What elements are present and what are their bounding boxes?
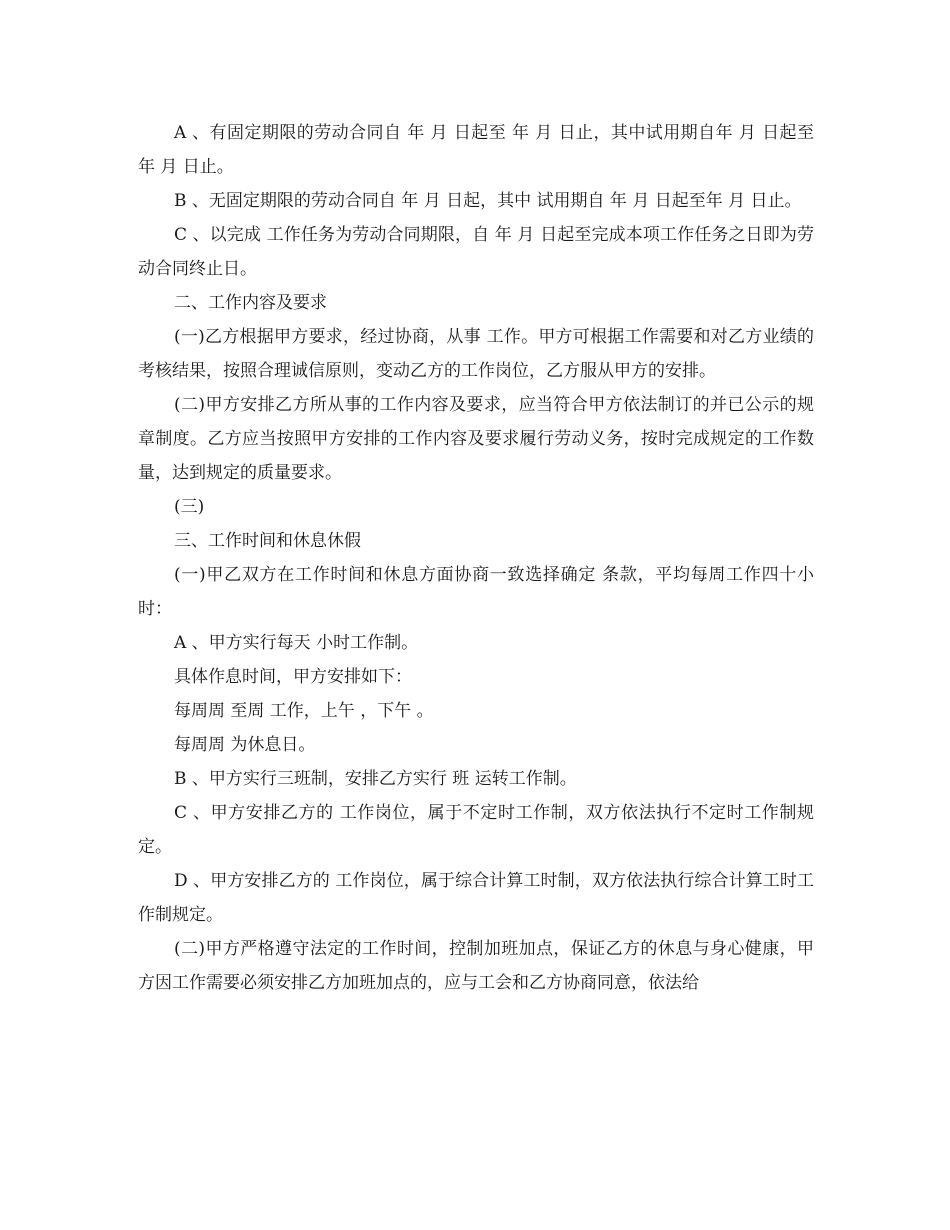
document-body: [138, 116, 814, 1000]
section-heading-working-hours: 三、工作时间和休息休假: [174, 531, 361, 551]
paragraph-item-three: (三): [174, 497, 205, 517]
paragraph-rest-day: 每周周 为休息日。: [174, 735, 316, 755]
paragraph-hours-agreement: (一)甲乙双方在工作时间和休息方面协商一致选择确定 条款，平均每周工作四十小时：: [138, 565, 814, 619]
paragraph-daily-hours: A 、甲方实行每天 小时工作制。: [174, 633, 419, 653]
paragraph-overtime: (二)甲方严格遵守法定的工作时间，控制加班加点，保证乙方的休息与身心健康，甲方因工作需要必须安排乙方加班加点的，应与工会和乙方协商同意，依法给: [138, 939, 814, 993]
paragraph-fixed-term: A 、有固定期限的劳动合同自 年 月 日起至 年 月 日止，其中试用期自年 月 日起至 年 月 日止。: [138, 123, 814, 177]
paragraph-flexible-hours: C 、甲方安排乙方的 工作岗位，属于不定时工作制，双方依法执行不定时工作制规定。: [138, 803, 814, 857]
paragraph-schedule-intro: 具体作息时间，甲方安排如下：: [174, 667, 412, 687]
paragraph-weekly-schedule: 每周周 至周 工作，上午 ，下午 。: [174, 701, 434, 721]
paragraph-work-requirements: (二)甲方安排乙方所从事的工作内容及要求，应当符合甲方依法制订的并已公示的规章制度。乙方应当按照甲方安排的工作内容及要求履行劳动义务，按时完成规定的工作数量，达到规定的质量要求。: [138, 395, 814, 483]
paragraph-shift-system: B 、甲方实行三班制，安排乙方实行 班 运转工作制。: [174, 769, 577, 789]
paragraph-work-assignment: (一)乙方根据甲方要求，经过协商，从事 工作。甲方可根据工作需要和对乙方业绩的考核结果，按照合理诚信原则，变动乙方的工作岗位，乙方服从甲方的安排。: [138, 327, 814, 381]
section-heading-work-content: 二、工作内容及要求: [174, 293, 327, 313]
paragraph-task-based-term: C 、以完成 工作任务为劳动合同期限，自 年 月 日起至完成本项工作任务之日即为劳动合同终止日。: [138, 225, 814, 279]
paragraph-open-ended-term: B 、无固定期限的劳动合同自 年 月 日起，其中 试用期自 年 月 日起至年 月 日止。: [174, 191, 802, 211]
paragraph-comprehensive-hours: D 、甲方安排乙方的 工作岗位，属于综合计算工时制，双方依法执行综合计算工时工作制规定。: [138, 871, 814, 925]
